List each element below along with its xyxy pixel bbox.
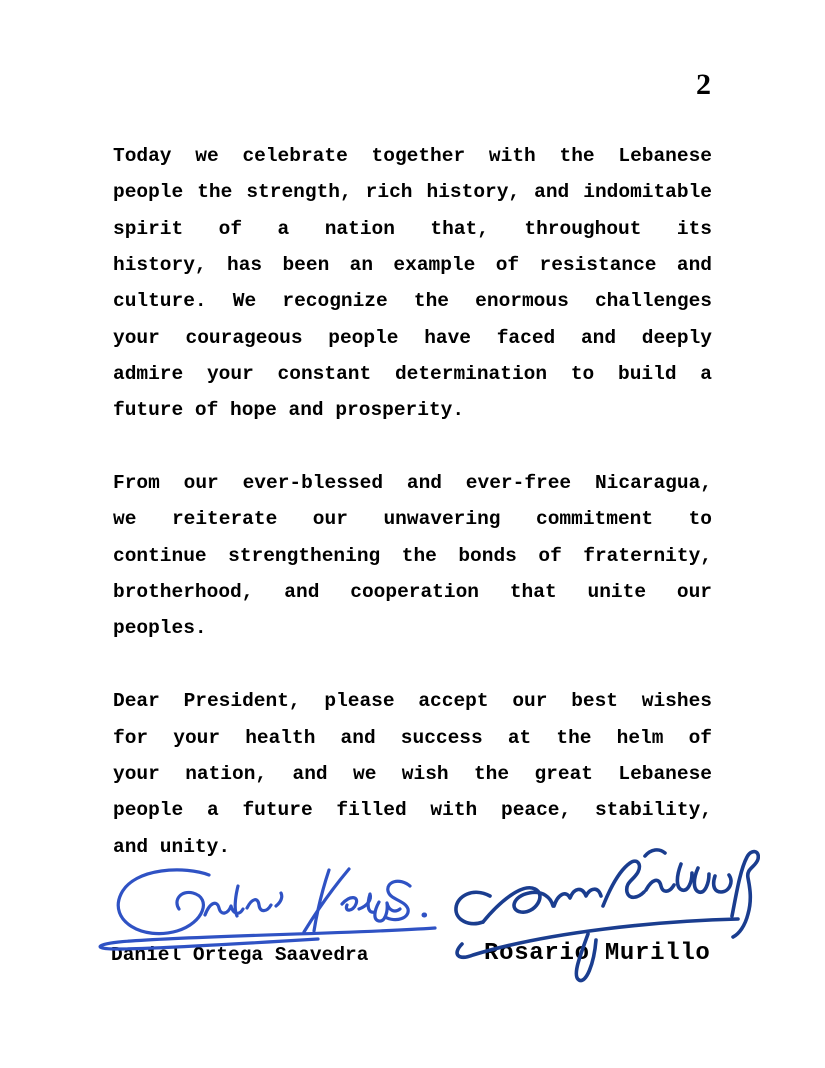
text-line: people the strength, rich history, and indomitable — [113, 181, 712, 204]
typed-name-rosario-murillo: Rosario Murillo — [484, 940, 711, 967]
text-line: culture. We recognize the enormous challenges — [113, 290, 712, 313]
paragraph-3 — [113, 683, 712, 865]
text-line: peoples. — [113, 617, 207, 640]
text-line: we reiterate our unwavering commitment to — [113, 508, 712, 531]
text-line: brotherhood, and cooperation that unite our — [113, 581, 712, 604]
text-line: spirit of a nation that, throughout its — [113, 217, 712, 240]
text-line: continue strengthening the bonds of fraternity, — [113, 544, 712, 567]
daniel-signature-strokes — [100, 869, 435, 949]
text-line: and unity. — [113, 835, 231, 858]
typed-name-daniel-ortega: Daniel Ortega Saavedra — [111, 944, 369, 966]
daniel-ortega-signature-icon — [86, 864, 448, 956]
text-line: your courageous people have faced and deeply — [113, 326, 712, 349]
text-line: Dear President, please accept our best wishes — [113, 690, 712, 713]
paragraph-2 — [113, 465, 712, 647]
text-line: people a future filled with peace, stability, — [113, 799, 712, 822]
text-line: future of hope and prosperity. — [113, 399, 465, 422]
paragraph-1 — [113, 138, 712, 429]
text-line: admire your constant determination to build a — [113, 363, 712, 386]
text-line: for your health and success at the helm of — [113, 726, 712, 749]
text-line: history, has been an example of resistance and — [113, 254, 712, 277]
page-number: 2 — [696, 68, 711, 101]
text-line: From our ever-blessed and ever-free Nicaragua, — [113, 472, 712, 495]
letter-body — [113, 138, 712, 865]
text-line: your nation, and we wish the great Lebanese — [113, 762, 712, 785]
text-line: Today we celebrate together with the Lebanese — [113, 145, 712, 167]
